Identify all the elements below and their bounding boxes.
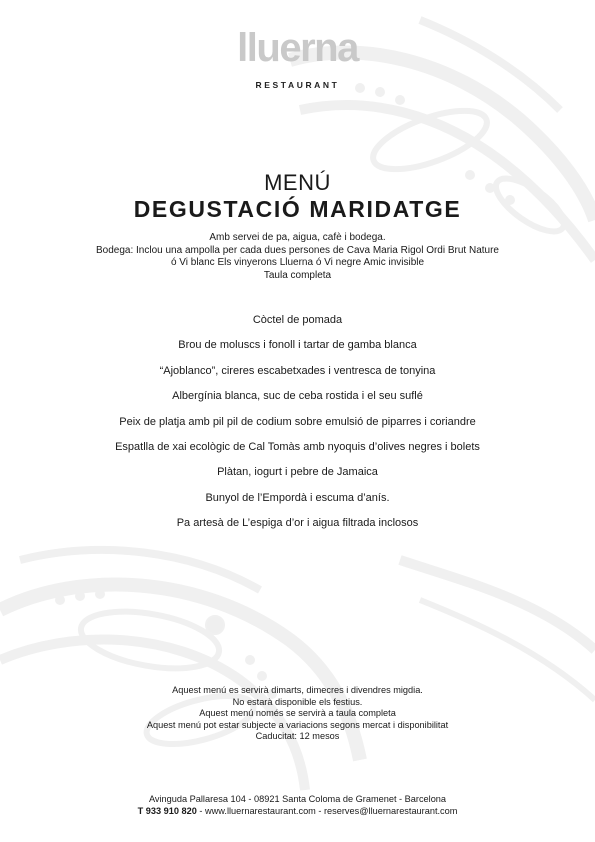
course-item: Peix de platja amb pil pil de codium sobre emulsió de piparres i coriandre [119,415,476,428]
menu-intro [20,232,575,282]
course-item: Brou de moluscs i fonoll i tartar de gamba blanca [178,339,417,352]
contact-line [20,805,575,817]
note-line: No estarà disponible els festius. [232,696,363,707]
menu-title: MENÚ [264,170,331,195]
course-item: Pa artesà de L’espiga d’or i aigua filtrada inclosos [176,517,419,530]
address: Avinguda Pallaresa 104 - 08921 Santa Coloma de Gramenet - Barcelona [148,794,447,804]
course-item: Espatlla de xai ecològic de Cal Tomàs amb nyoquis d’olives negres i bolets [115,440,480,453]
contact-footer [20,793,575,817]
intro-line: Taula completa [263,269,332,281]
note-line: Aquest menú es servirà dimarts, dimecres i divendres migdia. [172,685,423,695]
web-and-email: - www.lluernarestaurant.com - reserves@lluernarestaurant.com [196,806,458,816]
intro-line: ó Vi blanc Els vinyerons Lluerna ó Vi negre Amic invisible [170,257,425,269]
course-item: Plàtan, iogurt i pebre de Jamaica [217,466,378,479]
course-item: Albergínia blanca, suc de ceba rostida i el seu suflé [172,390,423,403]
phone-number: T 933 910 820 [137,806,197,816]
restaurant-logo: lluerna [237,26,358,70]
course-item: Còctel de pomada [252,314,343,326]
menu-notes [20,685,575,743]
restaurant-label: RESTAURANT [255,80,340,90]
note-line: Aquest menú pot estar subjecte a variacions segons mercat i disponibilitat [146,719,449,730]
intro-line: Bodega: Inclou una ampolla per cada dues persones de Cava Maria Rigol Ordi Brut Nature [95,244,499,256]
note-line: Aquest menú només se servirà a taula completa [199,708,396,719]
course-list [20,313,575,542]
intro-line: Amb servei de pa, aigua, cafè i bodega. [209,232,386,243]
course-item: “Ajoblanco”, cireres escabetxades i ventresca de tonyina [159,364,436,377]
course-item: Bunyol de l’Empordà i escuma d’anís. [205,491,390,504]
menu-subtitle: DEGUSTACIÓ MARIDATGE [133,196,462,222]
note-line: Caducitat: 12 mesos [255,731,340,742]
